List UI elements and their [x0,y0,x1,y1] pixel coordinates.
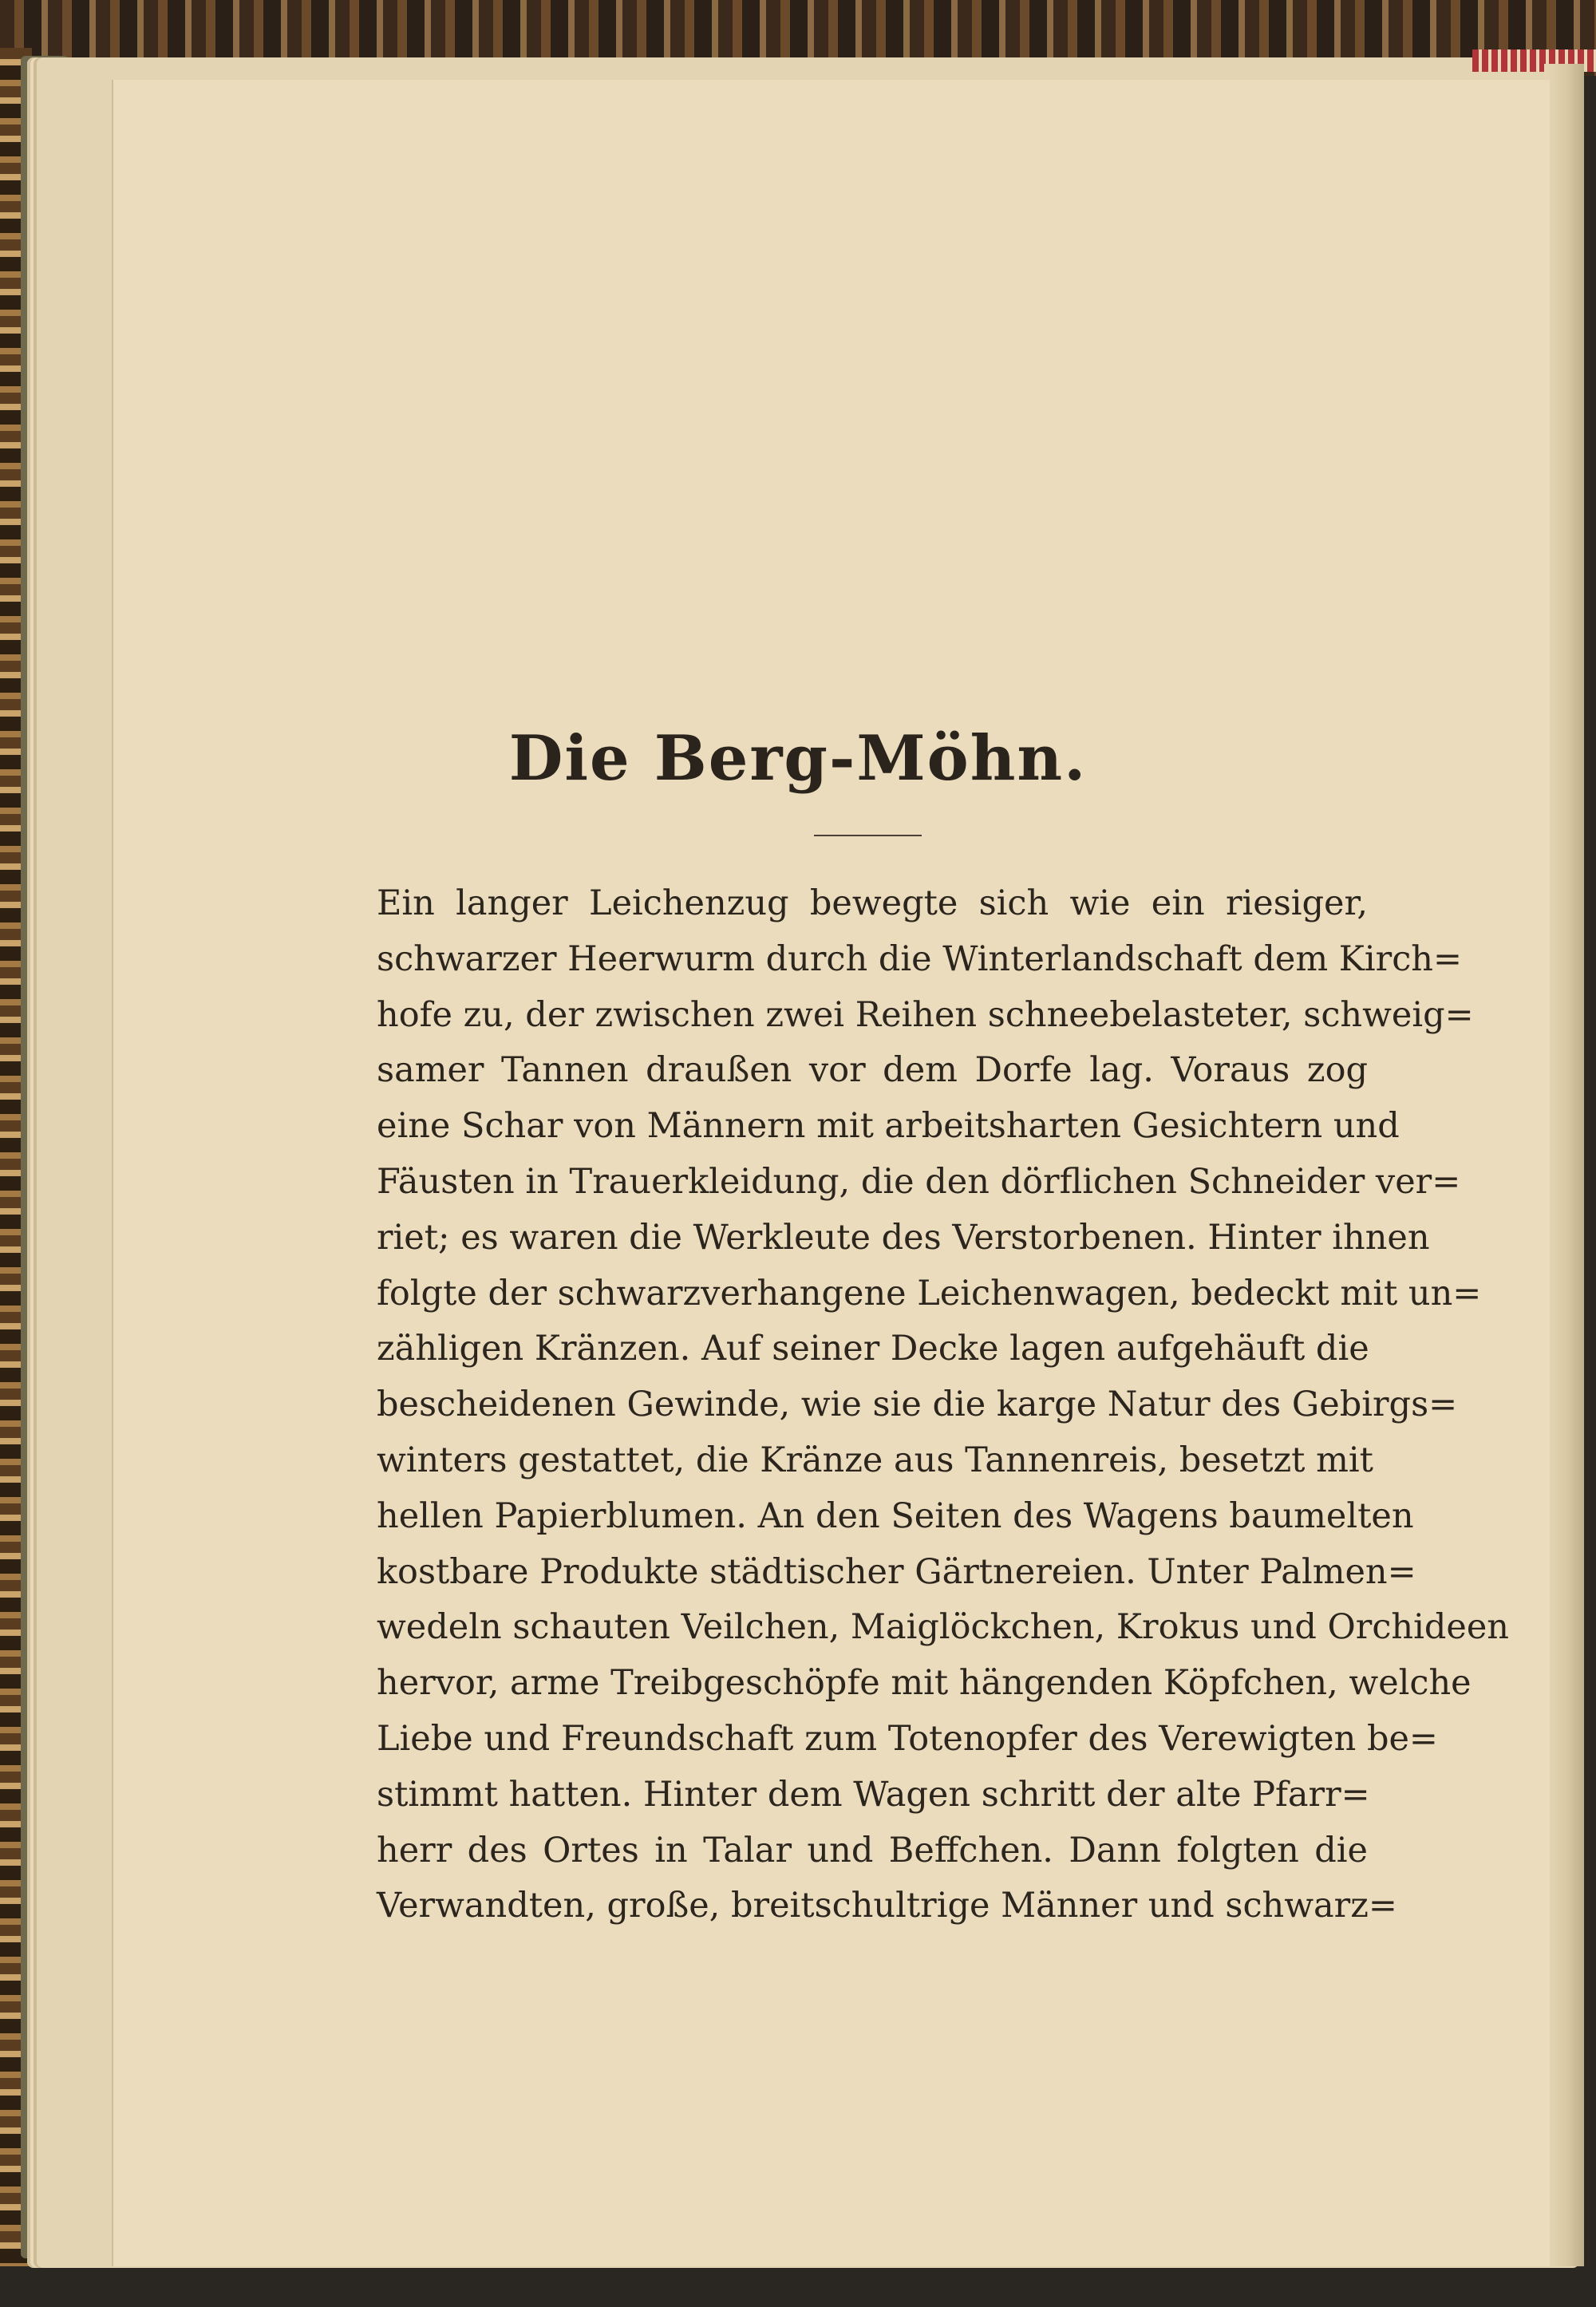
text-line: schwarzer Heerwurm durch die Winterlandschaft dem Kirch= [377,938,1463,979]
text-line: kostbare Produkte städtischer Gärtnereien. Unter Palmen= [377,1551,1416,1592]
text-line: Ein langer Leichenzug bewegte sich wie ein riesiger, [377,883,1368,923]
text-line: zähligen Kränzen. Auf seiner Decke lagen aufgehäuft die [377,1329,1369,1369]
text-line: riet; es waren die Werkleute des Verstorbenen. Hinter ihnen [377,1217,1430,1258]
text-line: Fäusten in Trauerkleidung, die den dörflichen Schneider ver= [377,1161,1461,1202]
text-line: bescheidenen Gewinde, wie sie die karge Natur des Gebirgs= [377,1385,1458,1425]
text-line: Verwandten, große, breitschultrige Männer und schwarz= [377,1886,1397,1926]
page-fore-edge [1544,64,1584,2266]
text-line: wedeln schauten Veilchen, Maiglöckchen, Krokus und Orchideen [377,1607,1509,1648]
text-line: herr des Ortes in Talar und Beffchen. Dann folgten die [377,1830,1368,1870]
body-text [377,876,1509,1934]
text-line: hofe zu, der zwischen zwei Reihen schneebelasteter, schweig= [377,994,1474,1035]
text-line: stimmt hatten. Hinter dem Wagen schritt der alte Pfarr= [377,1774,1370,1815]
text-line: hervor, arme Treibgeschöpfe mit hängenden Köpfchen, welche [377,1663,1472,1704]
text-line: hellen Papierblumen. An den Seiten des Wagens baumelten [377,1495,1414,1536]
text-line: folgte der schwarzverhangene Leichenwagen, bedeckt mit un= [377,1273,1482,1313]
text-line: eine Schar von Männern mit arbeitsharten Gesichtern und [377,1106,1400,1147]
chapter-title: Die Berg-Möhn. [508,722,1088,795]
text-line: winters gestattet, die Kränze aus Tannenreis, besetzt mit [377,1440,1373,1480]
text-line: Liebe und Freundschaft zum Totenopfer des Verewigten be= [377,1718,1438,1759]
text-line: samer Tannen draußen vor dem Dorfe lag. Voraus zog [377,1050,1368,1091]
title-divider [814,835,922,836]
